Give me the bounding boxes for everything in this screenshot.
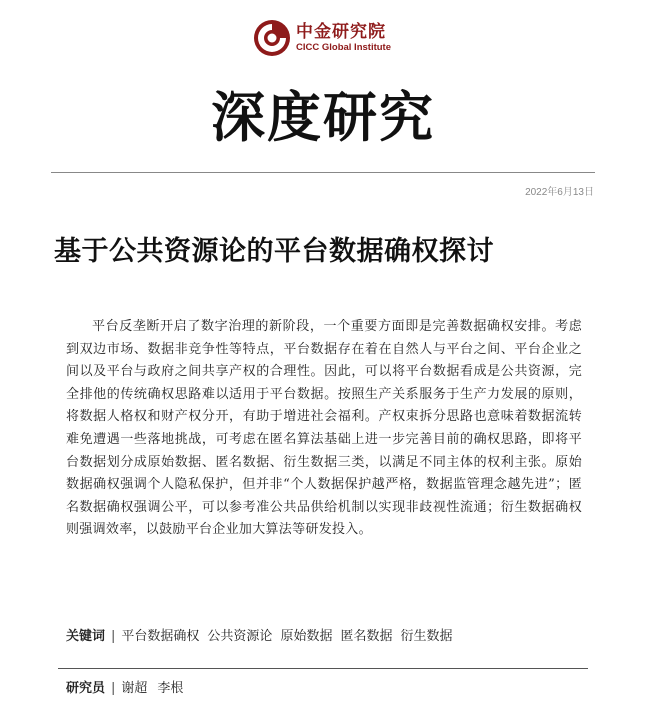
logo-english-name: CICC Global Institute bbox=[296, 42, 391, 53]
article-title: 基于公共资源论的平台数据确权探讨 bbox=[54, 236, 494, 267]
researchers-label: 研究员 bbox=[66, 681, 106, 696]
keywords-line bbox=[66, 626, 596, 648]
researcher-name: 李根 bbox=[157, 681, 184, 696]
keyword-item: 原始数据 bbox=[280, 629, 333, 644]
header-divider bbox=[51, 172, 595, 173]
researchers-separator: | bbox=[111, 681, 116, 696]
keyword-item: 平台数据确权 bbox=[121, 629, 200, 644]
keyword-item: 衍生数据 bbox=[400, 629, 453, 644]
keyword-item: 公共资源论 bbox=[207, 629, 273, 644]
cicc-logo-icon bbox=[252, 18, 292, 58]
keywords-separator: | bbox=[111, 629, 116, 644]
logo-chinese-name: 中金研究院 bbox=[296, 22, 386, 42]
footer-divider bbox=[58, 668, 588, 669]
section-title: 深度研究 bbox=[211, 85, 435, 149]
institute-logo bbox=[252, 18, 391, 58]
keyword-item: 匿名数据 bbox=[340, 629, 393, 644]
researchers-line bbox=[66, 678, 596, 700]
researcher-name: 谢超 bbox=[121, 681, 148, 696]
publish-date: 2022年6月13日 bbox=[525, 187, 594, 198]
keywords-label: 关键词 bbox=[66, 629, 106, 644]
article-abstract: 平台反垄断开启了数字治理的新阶段，一个重要方面即是完善数据确权安排。考虑到双边市场、数据非竞争性等特点，平台数据存在着在自然人与平台之间、平台企业之间以及平台与政府之间共享产权的合理性。因此，可以将平台数据看成是公共资源，完全排他的传统确权思路难以适用于平台数据。按照生产关系服务于生产力发展的原则，将数据人格权和财产权分开，有助于增进社会福利。产权束拆分思路也意味着数据流转难免遭遇一些落地挑战，可考虑在匿名算法基础上进一步完善目前的确权思路，即将平台数据划分成原始数据、匿名数据、衍生数据三类，以满足不同主体的权利主张。原始数据确权强调个人隐私保护，但并非“个人数据保护越严格，数据监管理念越先进”；匿名数据确权强调公平，可以参考准公共品供给机制以实现非歧视性流通；衍生数据确权则强调效率，以鼓励平台企业加大算法等研发投入。 bbox=[66, 319, 582, 538]
